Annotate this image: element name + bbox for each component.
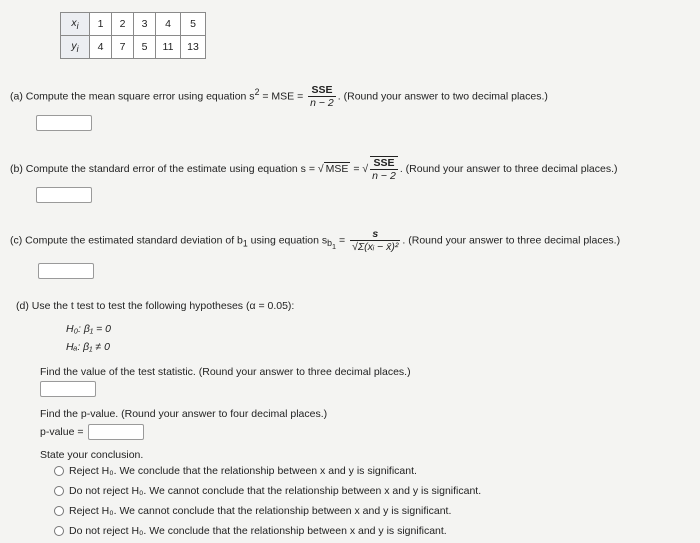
x-row <box>61 13 206 36</box>
y-cell: 13 <box>181 36 206 59</box>
standard-error-input[interactable] <box>36 187 92 203</box>
pvalue-label: p-value = <box>40 426 84 438</box>
part-d-intro: (d) Use the t test to test the following hypotheses (α = 0.05): <box>16 300 295 312</box>
sse-fraction: $\frac{\text{SSE}}{n - 2}$ <box>310 84 334 109</box>
mse-answer-input[interactable] <box>36 115 92 131</box>
conclusion-prompt: State your conclusion. <box>40 449 144 461</box>
y-cell: 4 <box>90 36 112 59</box>
x-cell: 1 <box>90 13 112 36</box>
part-b-question: (b) Compute the standard error of the estimate using equation s = √ MSE = √ $\frac{\text{SSE}}{n - 2}$ . (Round your answer to three decimal places.) <box>10 157 618 182</box>
sqrt-fraction: $\frac{\text{SSE}}{n - 2}$ <box>372 157 396 182</box>
test-stat-prompt: Find the value of the test statistic. (Round your answer to three decimal places.) <box>40 366 411 378</box>
test-statistic-input[interactable] <box>40 381 96 397</box>
sb1-answer-input[interactable] <box>38 263 94 279</box>
conclusion-option-4[interactable]: Do not reject H₀. We conclude that the relationship between x and y is significant. <box>54 525 447 537</box>
radio-button[interactable] <box>54 486 64 496</box>
y-row <box>61 36 206 59</box>
x-header: $x_i$ <box>61 13 90 36</box>
conclusion-option-1[interactable]: Reject H₀. We conclude that the relationship between x and y is significant. <box>54 465 417 477</box>
x-cell: 5 <box>181 13 206 36</box>
x-cell: 3 <box>134 13 156 36</box>
pvalue-prompt: Find the p-value. (Round your answer to four decimal places.) <box>40 408 328 420</box>
radio-button[interactable] <box>54 526 64 536</box>
sb1-fraction: $\frac{s}{\text{√Σ(xᵢ − x̄)²}}$ <box>352 228 399 253</box>
part-a-question: (a) Compute the mean square error using equation $s^2$ = MSE = $\frac{\text{SSE}}{n - 2}$ . (Round your answer to two decimal places.) <box>10 84 548 109</box>
y-cell: 11 <box>156 36 181 59</box>
conclusion-option-3[interactable]: Reject H₀. We cannot conclude that the relationship between x and y is significant. <box>54 505 451 517</box>
x-cell: 4 <box>156 13 181 36</box>
conclusion-option-2[interactable]: Do not reject H₀. We cannot conclude that the relationship between x and y is significant. <box>54 485 481 497</box>
radio-button[interactable] <box>54 466 64 476</box>
y-cell: 7 <box>112 36 134 59</box>
y-cell: 5 <box>134 36 156 59</box>
y-header: $y_i$ <box>61 36 90 59</box>
part-c-question: (c) Compute the estimated standard deviation of $b_1$ using equation $s_{b_1}$ = $\frac{s}{\text{√Σ(xᵢ − x̄)²}}$ . (Round your answer to three decimal places.) <box>10 228 621 253</box>
alt-hypothesis: Hₐ: β₁ ≠ 0 <box>66 341 110 353</box>
x-cell: 2 <box>112 13 134 36</box>
radio-button[interactable] <box>54 506 64 516</box>
data-table <box>60 12 206 59</box>
null-hypothesis: H₀: β₁ = 0 <box>66 323 111 335</box>
pvalue-input[interactable] <box>88 424 144 440</box>
